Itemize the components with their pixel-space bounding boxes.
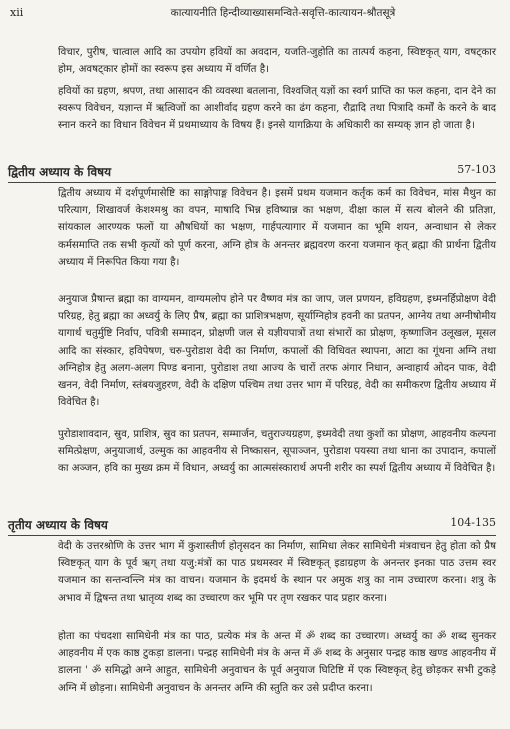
running-head: कात्यायनीति हिन्दीव्याख्यासमन्विते-सवृत्ति-कात्यायन-श्रौतसूत्रे bbox=[170, 7, 396, 19]
section-2-paragraph-3: पुरोडाशावदान, स्रुव, प्राशित्र, स्रुव का प्रतपन, सम्मार्जन, चतुराज्यग्रहण, इध्मवेदी तथा कुशों का प्रोक्षण, आहवनीय कल्पना समित्प्रेक्षण, अनुयाजार्थ, उल्मुक का आहवनीय से निष्कासन, सूपाञ्जन, पुरोडाश पयस्या तथा धाना का उपादान, कपालों का अञ्जन, हवि का मुख्य क्रम में विधान, अध्वर्यु का आत्मसंस्कारार्थ अपनी शरीर का स्पर्श द्वितीय अध्याय में विवेचित है। bbox=[58, 429, 496, 475]
section-3-heading-row bbox=[8, 516, 496, 536]
intro-paragraph-1: विचार, पुरीष, चात्वाल आदि का उपयोग हवियों का अवदान, यजति-जुहोति का तात्पर्य कहना, स्विष्टकृत् याग, वषट्कार होम, अवषट्कार होमों का स्वरूप इस अध्याय में वर्णित है। bbox=[58, 47, 496, 76]
section-3-paragraph-2: होता का पंचदशा सामिधेनी मंत्र का पाठ, प्रत्येक मंत्र के अन्त में ॐ शब्द का उच्चारण। अध्वर्यु का ॐ शब्द सुनकर आहवनीय में एक काष्ठ टुकड़ा डालना। पन्द्रह सामिधेनी मंत्र के अन्त में ॐ शब्द के अनुसार पन्द्रह काष्ठ खण्ड आहवनीय में डालना ' ॐ समिद्धो अग्ने आहुत, सामिधेनी अनुवाचन के पूर्व अनुयाज घिटिष्टि में एक स्विष्टकृत् हेतु छोड़कर सभी टुकड़े अग्नि में छोड़ना। सामिधेनी अनुवाचन के अनन्तर अग्नि की स्तुति कर उसे प्रदीप्त करना। bbox=[58, 631, 496, 694]
section-3-divider bbox=[8, 535, 496, 536]
section-2-paragraph-2: अनुयाज प्रैषान्त ब्रह्मा का वाग्यमन, वाग्यमलोप होने पर वैष्णव मंत्र का जाप, जल प्रणयन, हविग्रहण, इध्मनर्हिप्रोक्षण वेदी परिग्रह, हेतु ब्रह्मा का अध्वर्यु के लिए प्रैष, ब्रह्मा का प्राशित्रभक्षण, सूर्याग्निहोत्र हवनी का प्रतपन, आग्नेय तथा अग्नीषोमीय यागार्थ चतुर्मुष्टि निर्वाप, पवित्री सम्मादन, प्रोक्षणी जल से यज्ञीयपात्रों तथा संभारों का प्रोक्षण, कृष्णाजिन उलूखल, मूसल आदि का संस्कार, हविपेषण, चरु-पुरोडाश वेदी का निर्माण, कपालों की विधिवत स्थापना, आटा का गूंथना अग्नि तथा अग्निहोत्र हेतु अलग-अलग पिण्ड बनाना, पुरोडाश तथा आज्य के चारों तरफ अंगार निधान, अन्वाहार्य ओदन पाक, वेदी खनन, वेदी निर्माण, स्तंबयजुहरण, वेदी के दक्षिण पश्चिम तथा उत्तर भाग में परिग्रह, वेदी का समीकरण द्वितीय अध्याय में विवेचित है। bbox=[58, 294, 496, 409]
section-2-divider bbox=[8, 182, 496, 183]
intro-paragraph-2: हवियों का ग्रहण, श्रपण, तथा आसादन की व्यवस्था बतलाना, विश्वजित् यज्ञों का स्वर्ग प्राप्ति का फल कहना, दान देने का स्वरूप विवेचन, यज्ञान्त में ऋत्विजों का आशीर्वाद ग्रहण करने का ढंग कहना, रौद्रादि तथा पित्रादि कर्मों के करने के बाद स्नान करने का विधान विवेचन में प्रथमाध्याय के विषय हैं। इनसे यागक्रिया के अधिकारी का सम्यक् ज्ञान हो जाता है। bbox=[58, 86, 496, 132]
section-2-title: द्वितीय अध्याय के विषय bbox=[8, 165, 112, 179]
page-header bbox=[10, 6, 498, 24]
section-3-paragraph-1: वेदी के उत्तरश्रोणि के उत्तर भाग में कुशास्तीर्ण होतृसदन का निर्माण, सामिधा लेकर सामिधेनी मंत्रवाचन हेतु होता को प्रैष स्विष्टकृत् याग के पूर्व ऋग् तथा यजु:मंत्रों का पाठ प्रथमस्वर में स्विष्टकृत् इडाग्रहण के अनन्तर इनका पाठ उत्तम स्वर यजमान का सन्तन्वन्त्नि मंत्र का वाचन। यजमान के इदमर्थ के स्थान पर अमुक शत्रु का नाम उच्चारण करना। शत्रु के अभाव में द्विषन्त तथा भ्रातृव्य शब्द का उच्चारण कर भूमि पर तृण रखकर पाद प्रहार करना। bbox=[58, 541, 496, 604]
section-2-page-range: 57-103 bbox=[457, 163, 496, 176]
page-number: xii bbox=[10, 6, 24, 19]
section-3-title: तृतीय अध्याय के विषय bbox=[8, 518, 108, 532]
section-3-page-range: 104-135 bbox=[450, 516, 496, 529]
section-2-heading-row bbox=[8, 163, 496, 183]
section-2-paragraph-1: द्वितीय अध्याय में दर्शपूर्णमासेष्टि का साङ्गोपाङ्ग विवेचन है। इसमें प्रथम यजमान कर्तृक कर्म का विवेचन, मांस मैथुन का परित्याग, शिखावर्ज केशश्मश्रु का वपन, माषादि भिन्न हविष्यान्न का भक्षण, दीक्षा काल में सत्य बोलने की प्रतिज्ञा, सांयकाल आरण्यक फलों या औषधियों का भक्षण, गार्हपत्यागार में यजमान का भूमि शयन, अन्वाधान से लेकर कर्मसमाप्ति तक सभी कृत्यों को पूर्ण करना, अग्नि होत्र के अनन्तर ब्रह्मवरण करना यजमान कृत् ब्रह्मा की प्रार्थना द्वितीय अध्याय में निरूपित किया गया है। bbox=[58, 188, 496, 268]
